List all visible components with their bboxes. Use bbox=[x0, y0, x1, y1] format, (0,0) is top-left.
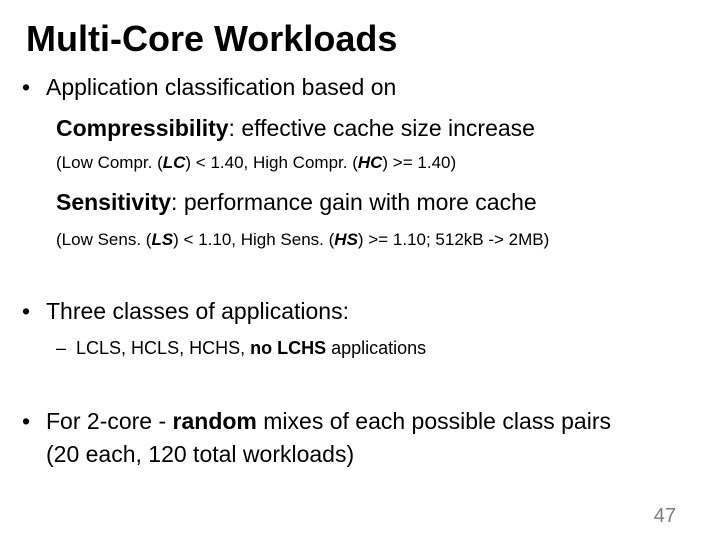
compressibility-term: Compressibility bbox=[56, 115, 229, 141]
no-lchs-text: no LCHS bbox=[250, 338, 327, 358]
bullet-three-classes bbox=[22, 298, 349, 325]
bullet-two-core-line2: (20 each, 120 total workloads) bbox=[46, 441, 355, 467]
bullet-dot: • bbox=[22, 298, 31, 324]
sensitivity-line bbox=[56, 189, 537, 216]
bullet-text-b: mixes of each possible class pairs bbox=[256, 408, 611, 434]
bullet-text-a: For 2-core - bbox=[46, 408, 173, 434]
classes-sub-bullet bbox=[56, 338, 426, 359]
bullet-dot: • bbox=[22, 74, 31, 100]
detail-text: ) >= 1.10; 512kB -> 2MB) bbox=[357, 230, 550, 249]
detail-text: ) < 1.10, High Sens. ( bbox=[173, 230, 335, 249]
compressibility-detail bbox=[56, 153, 456, 173]
random-text: random bbox=[172, 408, 257, 434]
detail-text: ) >= 1.40) bbox=[382, 153, 457, 172]
compressibility-desc: : effective cache size increase bbox=[228, 115, 535, 141]
sensitivity-desc: : performance gain with more cache bbox=[171, 189, 537, 215]
classes-list: LCLS, HCLS, HCHS, bbox=[76, 338, 251, 358]
bullet-classification bbox=[22, 74, 396, 101]
bullet-text: Application classification based on bbox=[46, 74, 397, 100]
detail-text: (Low Sens. ( bbox=[56, 230, 152, 249]
bullet-dot: • bbox=[22, 408, 31, 434]
detail-text: ) < 1.40, High Compr. ( bbox=[185, 153, 358, 172]
bullet-two-core bbox=[22, 408, 611, 435]
slide-title: Multi-Core Workloads bbox=[26, 18, 398, 59]
bullet-text: Three classes of applications: bbox=[46, 298, 349, 324]
sensitivity-detail bbox=[56, 230, 549, 250]
classes-tail: applications bbox=[326, 338, 427, 358]
lc-label: LC bbox=[162, 153, 186, 172]
compressibility-line bbox=[56, 115, 535, 142]
dash-glyph: – bbox=[56, 338, 67, 358]
page-number: 47 bbox=[653, 505, 676, 527]
hc-label: HC bbox=[357, 153, 383, 172]
hs-label: HS bbox=[334, 230, 358, 249]
ls-label: LS bbox=[151, 230, 174, 249]
detail-text: (Low Compr. ( bbox=[56, 153, 163, 172]
sensitivity-term: Sensitivity bbox=[56, 189, 172, 215]
